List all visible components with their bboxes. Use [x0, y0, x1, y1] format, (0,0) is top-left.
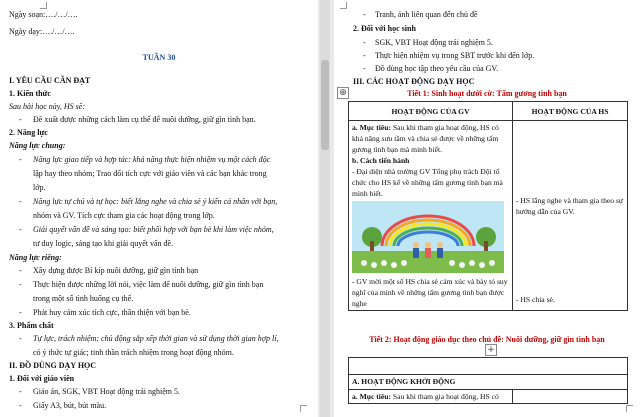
paragraph: Năng lực riêng:: [9, 253, 62, 262]
paragraph: lập hay theo nhóm; Trao đổi tích cực với giáo viên và các bạn khác trong: [33, 169, 267, 178]
subsection-heading: 1. Kiến thức: [9, 89, 51, 98]
table-add-row-button[interactable]: +: [485, 344, 497, 356]
subsection-heading: 3. Phẩm chất: [9, 321, 54, 330]
label: b. Cách tiến hành: [352, 156, 410, 165]
scrollbar-thumb[interactable]: [321, 60, 329, 150]
paragraph: Sau khi tham gia hoạt động, HS có khả năng sưu tầm và chia sẻ được về những tấm gương tình bạn mà mình biết.: [352, 123, 499, 154]
activity-table: [348, 357, 628, 404]
paragraph: Tranh, ảnh liên quan đến chủ đề: [375, 10, 478, 19]
activity-table: [348, 101, 628, 311]
label: a. Mục tiêu:: [352, 123, 392, 132]
section-heading: I. YÊU CẦU CẦN ĐẠT: [9, 76, 91, 85]
margin-mark: [340, 2, 347, 9]
table-section-title: A. HOẠT ĐỘNG KHỞI ĐỘNG: [349, 375, 628, 390]
paragraph: Đồ dùng học tập theo yêu cầu của GV.: [375, 64, 499, 73]
bullet: -: [363, 10, 366, 19]
bullet: -: [19, 115, 22, 124]
bullet: -: [19, 401, 22, 410]
bullet: -: [19, 308, 22, 317]
paragraph: trong một số tình huống cụ thể.: [33, 294, 134, 303]
paragraph: - GV mời một số HS chia sẻ cảm xúc và bày tỏ suy nghĩ của mình về những tấm gương tình bạn được nghe: [352, 277, 508, 308]
document-page-left: [0, 0, 318, 417]
bullet: -: [19, 225, 22, 234]
paragraph: Sau bài học này, HS sẽ:: [9, 102, 85, 111]
margin-mark: [626, 405, 633, 412]
paragraph: Thực hiện nhiệm vụ trong SBT trước khi đến lớp.: [375, 51, 535, 60]
label: a. Mục tiêu:: [352, 392, 392, 401]
paragraph: - HS chia sẻ.: [516, 295, 555, 304]
paragraph: Thực hiện được những lời nói, việc làm để nuôi dưỡng, giữ gìn tình bạn: [33, 280, 264, 289]
paragraph: lớp.: [33, 183, 46, 192]
page-gap-scrollbar[interactable]: [320, 0, 330, 417]
subsection-heading: 2. Đối với học sinh: [353, 24, 416, 33]
paragraph: Sau khi tham gia hoạt động, HS có: [391, 392, 499, 401]
week-title: TUẦN 30: [142, 53, 176, 62]
bullet: -: [19, 280, 22, 289]
activity-title: Tiết 1: Sinh hoạt dưới cờ: Tấm gương tình bạn: [407, 89, 567, 98]
activity-title: Tiết 2: Hoạt động giáo dục theo chủ đề: Nuôi dưỡng, giữ gìn tình bạn: [369, 335, 605, 344]
table-move-handle[interactable]: ⊕: [337, 87, 349, 99]
paragraph: Giải quyết vấn đề và sáng tạo: biết phối hợp với bạn bè khi làm việc nhóm,: [33, 225, 274, 234]
table-cell-gv: [349, 121, 513, 311]
document-page-right: [334, 0, 640, 417]
table-cell-gv: [349, 390, 513, 404]
paragraph: nhóm và GV. Tích cực tham gia các hoạt động trong lớp.: [33, 211, 215, 220]
bullet: -: [19, 197, 22, 206]
table-cell-hs: [512, 358, 628, 375]
section-heading: II. ĐỒ DÙNG DẠY HỌC: [9, 361, 97, 370]
margin-mark: [300, 405, 307, 412]
bullet: -: [19, 334, 22, 343]
paragraph: Tự lực, trách nhiệm: chủ động sắp xếp thời gian và sử dụng thời gian hợp lí,: [33, 334, 279, 343]
paragraph: Năng lực chung:: [9, 141, 66, 150]
table-cell-hs: [513, 121, 628, 311]
bullet: -: [19, 387, 22, 396]
section-heading: III. CÁC HOẠT ĐỘNG DẠY HỌC: [353, 77, 475, 86]
subsection-heading: 1. Đối với giáo viên: [9, 374, 75, 383]
paragraph: - Đại diện nhà trường GV Tổng phụ trách Đội tổ chức cho HS kể về những tấm gương tình bạn mà mình biết.: [352, 167, 503, 198]
school-yard-illustration: [352, 201, 504, 273]
bullet: -: [363, 38, 366, 47]
paragraph: Năng lực giao tiếp và hợp tác: khả năng thực hiện nhiệm vụ một cách độc: [33, 155, 271, 164]
paragraph: - HS lắng nghe và tham gia theo sự hướng dẫn của GV.: [516, 196, 624, 216]
paragraph: Phát huy cảm xúc tích cực, thân thiện với bạn bè.: [33, 308, 191, 317]
margin-mark: [40, 2, 47, 9]
paragraph: SGK, VBT Hoạt động trải nghiệm 5.: [375, 38, 493, 47]
teach-date: Ngày dạy:…./…/….: [9, 27, 75, 36]
paragraph: Đề xuất được những cách làm cụ thể để nuôi dưỡng, giữ gìn tình bạn.: [33, 115, 256, 124]
bullet: -: [363, 64, 366, 73]
bullet: -: [19, 266, 22, 275]
paragraph: Năng lực tự chủ và tự học: biết lắng nghe và chia sẻ ý kiến cá nhân với bạn,: [33, 197, 278, 206]
column-header-gv: HOẠT ĐỘNG CỦA GV: [349, 102, 513, 121]
paragraph: có ý thức tự giác; tinh thần trách nhiệm trong hoạt động nhóm.: [33, 348, 234, 357]
subsection-heading: 2. Năng lực: [9, 128, 48, 137]
prep-date: Ngày soạn:…./…/….: [9, 10, 78, 19]
paragraph: tư duy logic, sáng tạo khi giải quyết vấn đề.: [33, 239, 174, 248]
paragraph: Giấy A3, bút, bút màu.: [33, 401, 107, 410]
table-cell-gv: [349, 358, 513, 375]
paragraph: Giáo án, SGK, VBT Hoạt động trải nghiệm 5.: [33, 387, 181, 396]
bullet: -: [363, 51, 366, 60]
bullet: -: [19, 155, 22, 164]
column-header-hs: HOẠT ĐỘNG CỦA HS: [513, 102, 628, 121]
paragraph: Xây dựng được Bí kíp nuôi dưỡng, giữ gìn tình bạn: [33, 266, 199, 275]
table-cell-hs: [512, 390, 628, 404]
